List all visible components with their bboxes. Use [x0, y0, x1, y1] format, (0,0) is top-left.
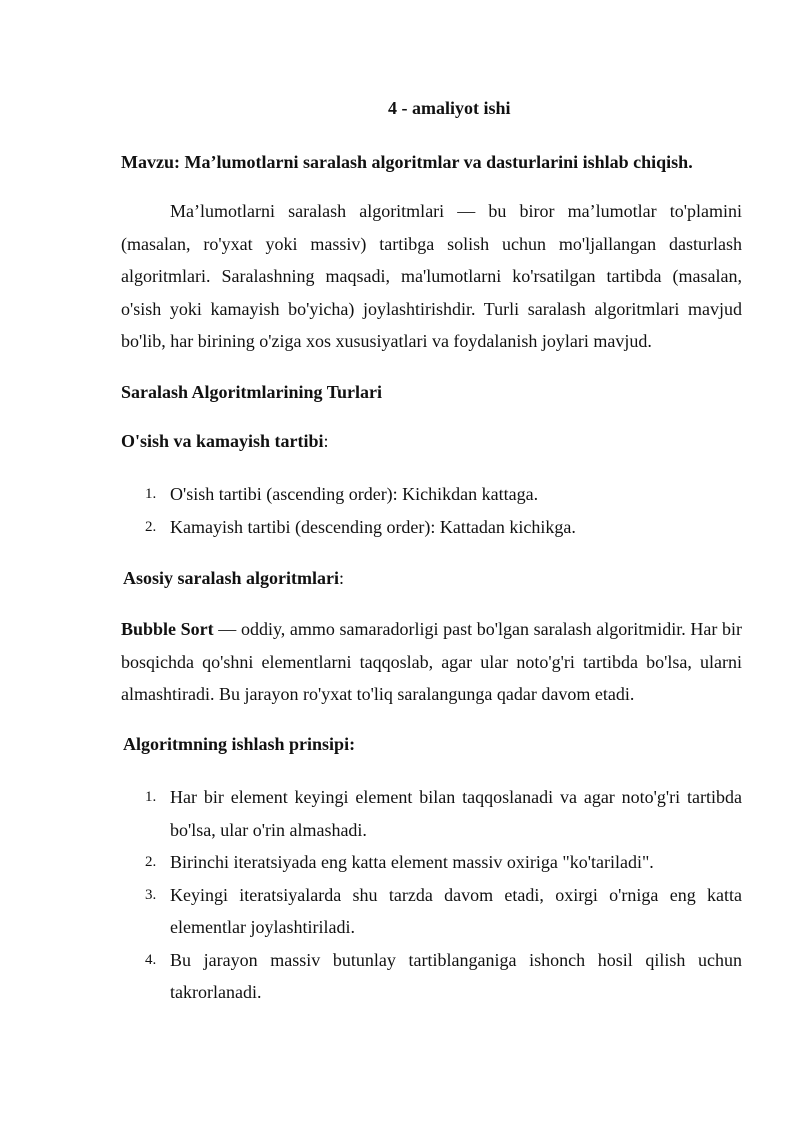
bubble-sort-term: Bubble Sort	[121, 619, 214, 639]
list-item	[121, 478, 742, 511]
list-item	[121, 781, 742, 846]
bubble-sort-paragraph	[121, 613, 742, 711]
main-algorithms-colon: :	[339, 568, 345, 588]
order-list	[121, 478, 742, 543]
list-item-number: 1.	[145, 486, 157, 502]
intro-paragraph: Ma’lumotlarni saralash algoritmlari — bu biror ma’lumotlar to'plamini (masalan, ro'yxat yoki massiv) tartibga solish uchun mo'ljallangan dasturlash algoritmlari. Saralashning maqsadi, ma'lumotlarni ko'rsatilgan tartibda (masalan, o'sish yoki kamayish bo'yicha) joylashtirishdir. Turli saralash algoritmlari mavjud bo'lib, har birining o'ziga xos xususiyatlari va foydalanish joylari mavjud.	[121, 201, 742, 351]
section-types-heading: Saralash Algoritmlarining Turlari	[121, 382, 383, 402]
list-item-number: 4.	[145, 951, 157, 968]
principle-list	[121, 781, 742, 1009]
order-heading-colon: :	[323, 431, 329, 451]
list-item-text: Bu jarayon massiv butunlay tartiblanganiga ishonch hosil qilish uchun takrorlanadi.	[170, 949, 742, 1002]
list-item	[121, 846, 742, 879]
list-item	[121, 944, 742, 1009]
topic-heading: Mavzu: Ma’lumotlarni saralash algoritmlar va dasturlarini ishlab chiqish.	[121, 152, 693, 172]
list-item-number: 2.	[145, 854, 157, 870]
list-item-number: 3.	[145, 886, 157, 903]
list-item	[121, 879, 742, 944]
main-algorithms-heading-line	[123, 562, 744, 595]
list-item	[121, 511, 742, 544]
order-heading: O'sish va kamayish tartibi	[121, 431, 324, 451]
list-item-text: Har bir element keyingi element bilan taqqoslanadi va agar noto'g'ri tartibda bo'lsa, ular o'rin almashadi.	[170, 787, 742, 840]
page-title: 4 - amaliyot ishi	[388, 98, 511, 118]
list-item-text: Birinchi iteratsiyada eng katta element massiv oxiriga "ko'tariladi".	[170, 852, 654, 872]
list-item-number: 2.	[145, 518, 157, 535]
list-item-text: O'sish tartibi (ascending order): Kichikdan kattaga.	[170, 484, 539, 504]
bubble-sort-description: — oddiy, ammo samaradorligi past bo'lgan saralash algoritmidir. Har bir bosqichda qo'shni elementlarni taqqoslab, agar ular noto'g'ri tartibda bo'lsa, ularni almashtiradi. Bu jarayon ro'yxat to'liq saralangunga qadar davom etadi.	[121, 619, 742, 704]
principle-heading: Algoritmning ishlash prinsipi:	[123, 734, 356, 754]
main-algorithms-heading: Asosiy saralash algoritmlari	[123, 568, 339, 588]
list-item-number: 1.	[145, 789, 157, 805]
order-heading-line	[121, 425, 742, 458]
list-item-text: Keyingi iteratsiyalarda shu tarzda davom etadi, oxirgi o'rniga eng katta elementlar joylashtiriladi.	[170, 884, 742, 937]
list-item-text: Kamayish tartibi (descending order): Kattadan kichikga.	[170, 516, 576, 537]
